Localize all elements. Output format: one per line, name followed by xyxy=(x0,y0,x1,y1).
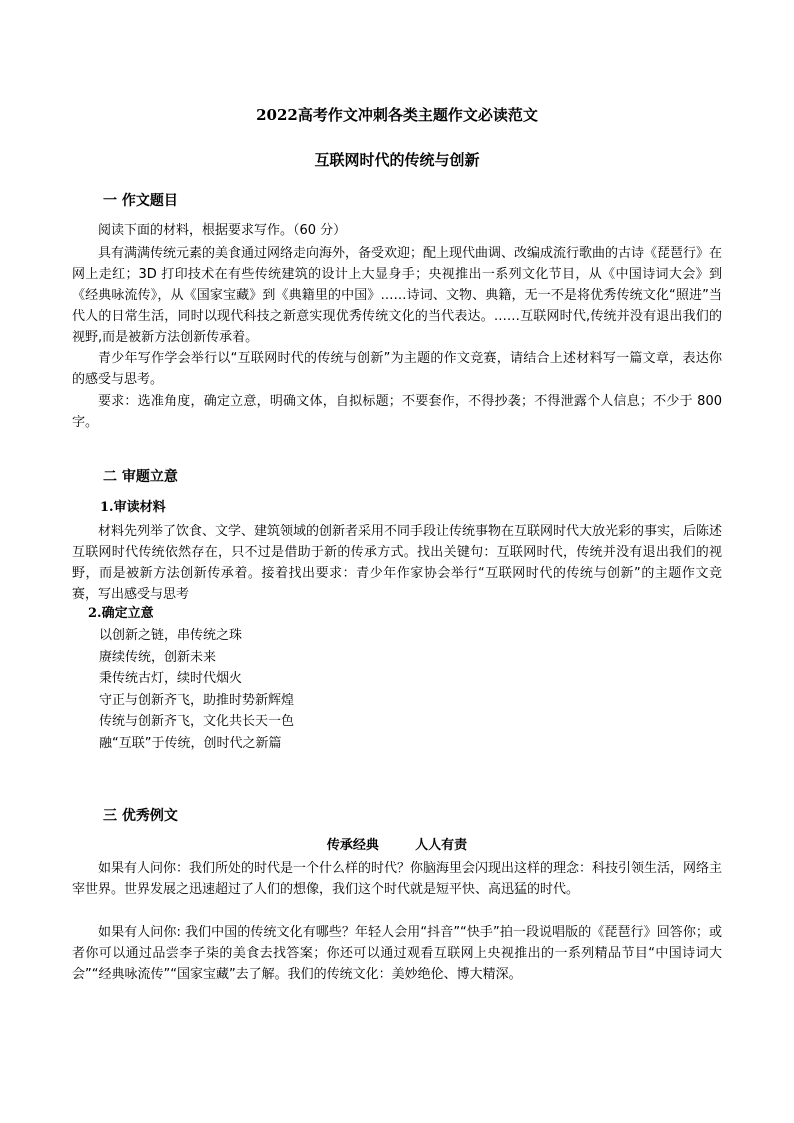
essay-paragraph: 如果有人问你：我们所处的时代是一个什么样的时代？你脑海里会闪现出这样的理念：科技引领生活，网络主宰世界。世界发展之迅速超过了人们的想像，我们这个时代就是短平快、高迅猛的时代。 xyxy=(72,861,723,897)
essay-title: 传承经典 人人有责 xyxy=(326,838,468,853)
idea-item: 秉传统古灯，续时代烟火 xyxy=(99,671,243,686)
idea-item: 守正与创新齐飞，助推时势新辉煌 xyxy=(99,692,295,708)
section-heading-prompt: 一 作文题目 xyxy=(103,193,178,209)
idea-item: 传统与创新齐飞，文化共长天一色 xyxy=(99,714,295,729)
requirements-paragraph: 要求：选准角度，确定立意，明确文体，自拟标题；不要套作，不得抄袭；不得泄露个人信息；不少于 800字。 xyxy=(72,394,722,430)
material-paragraph: 具有满满传统元素的美食通过网络走向海外，备受欢迎；配上现代曲调、改编成流行歌曲的古诗《琵琶行》在网上走红；3D 打印技术在有些传统建筑的设计上大显身手；央视推出一系列文化节目，从《中国诗词大会》到《经典咏流传》，从《国家宝藏》到《典籍里的中国》……诗词、文物、典籍，无一不是将优秀传统文化“照进”当代人的日常生活，同时以现代科技之新意实现优秀传统文化的当代表达。……互联网时代,传统并没有退出我们的视野,而是被新方法创新传承着。 xyxy=(72,246,723,345)
instruction-paragraph: 阅读下面的材料，根据要求写作。（60 分） xyxy=(98,223,347,238)
task-paragraph: 青少年写作学会举行以“互联网时代的传统与创新”为主题的作文竞赛，请结合上述材料写一篇文章，表达你的感受与思考。 xyxy=(72,351,722,387)
section-heading-analysis: 二 审题立意 xyxy=(103,469,178,485)
idea-list xyxy=(99,625,294,754)
subheading-determine-idea: 2.确定立意 xyxy=(88,606,154,621)
idea-item: 融“互联”于传统，创时代之新篇 xyxy=(99,735,282,751)
section-heading-sample-essay: 三 优秀例文 xyxy=(103,808,178,824)
document-subtitle: 互联网时代的传统与创新 xyxy=(314,151,480,169)
idea-item: 以创新之链，串传统之珠 xyxy=(99,628,243,643)
document-title: 2022高考作文冲刺各类主题作文必读范文 xyxy=(256,106,538,124)
analysis-paragraph: 材料先列举了饮食、文学、建筑领域的创新者采用不同手段让传统事物在互联网时代大放光彩的事实，后陈述互联网时代传统依然存在，只不过是借助于新的传承方式。找出关键句：互联网时代，传统并没有退出我们的视野，而是被新方法创新传承着。接着找出要求：青少年作家协会举行“互联网时代的传统与创新”的主题作文竞赛，写出感受与思考 xyxy=(72,524,723,602)
essay-paragraph: 如果有人问你: 我们中国的传统文化有哪些？年轻人会用“抖音”“快手”拍一段说唱版的《琵琶行》回答你；或者你可以通过品尝李子柒的美食去找答案；你还可以通过观看互联网上央视推出的一系列精品节目“中国诗词大会”“经典咏流传”“国家宝藏”去了解。我们的传统文化：美妙绝伦、博大精深。 xyxy=(72,925,722,982)
subheading-read-material: 1.审读材料 xyxy=(100,500,166,515)
idea-item: 赓续传统，创新未来 xyxy=(99,649,217,665)
